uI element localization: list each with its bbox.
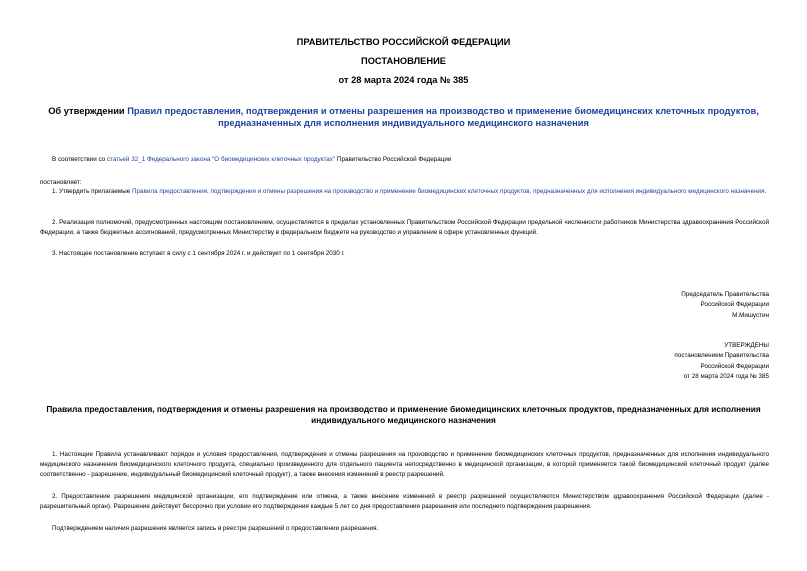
item-1 [40, 187, 769, 197]
rules-paragraph-1: 1. Настоящие Правила устанавливают порядок и условия предоставления, подтверждения и отмены разрешения на производство и применение биомедицинских клеточных продуктов, предназначенных для исполнения индивидуального медицинского назначения биомедицинского клеточного продукта, специально произведенного для отдельного пациента непосредственно в медицинской организации, в которой применяется такой биомедицинский клеточный продукт (далее соответственно - разрешение, индивидуальный биомедицинский клеточный продукт), а также внесения изменений в реестр разрешений. [40, 451, 769, 478]
issuer-title: ПРАВИТЕЛЬСТВО РОССИЙСКОЙ ФЕДЕРАЦИИ [296, 37, 511, 47]
item-1-rules-link[interactable]: Правила предоставления, подтверждения и отмены разрешения на производство и применение биомедицинских клеточных продуктов, предназначенных для исполнения индивидуального медицинского назначения [132, 188, 765, 195]
rules-paragraph-3: Подтверждением наличия разрешения является запись в реестре разрешений о предоставлении разрешения. [52, 525, 379, 532]
item-2: 2. Реализация полномочий, предусмотренных настоящим постановлением, осуществляется в пределах установленных Правительством Российской Федерации предельной численности работников Министерства здравоохранения Российской Федерации, а также бюджетных ассигнований, предусмотренных Министерству в федеральном бюджете на руководство и управление в сфере установленных функций. [40, 219, 769, 236]
decrees-word: постановляет: [40, 179, 82, 186]
document-date-number: от 28 марта 2024 года № 385 [338, 75, 469, 85]
document-type: ПОСТАНОВЛЕНИЕ [361, 56, 446, 66]
rules-title: Правила предоставления, подтверждения и отмены разрешения на производство и применение биомедицинских клеточных продуктов, предназначенных для исполнения индивидуального медицинского назначения [46, 404, 761, 425]
subject-rules-link[interactable]: Правил предоставления, подтверждения и отмены разрешения на производство и применение биомедицинских клеточных продуктов, предназначенных для исполнения индивидуального медицинского назначения [127, 106, 759, 128]
preamble-after: Правительство Российской Федерации [335, 156, 452, 163]
item-3: 3. Настоящее постановление вступает в силу с 1 сентября 2024 г. и действует по 1 сентября 2030 г. [52, 250, 345, 257]
rules-paragraph-2: 2. Предоставление разрешения медицинской организации, его подтверждение или отмена, а также внесение изменений в реестр разрешений осуществляются Министерством здравоохранения Российской Федерации (далее - разрешительный орган). Разрешение действует бессрочно при условии его подтверждения каждые 5 лет со дня предоставления разрешения или последнего подтверждения разрешения. [40, 493, 769, 510]
approval-stamp [674, 341, 769, 383]
approval-line-2: постановлением Правительства [674, 352, 769, 360]
approval-date: от 28 марта 2024 года № 385 [683, 373, 769, 381]
law-article-link[interactable]: статьей 32_1 Федерального закона "О биомедицинских клеточных продуктах" [106, 156, 336, 163]
signature-position: Председатель Правительства [681, 291, 769, 298]
subject-prefix: Об утверждении [48, 106, 128, 116]
document-subject [40, 105, 767, 129]
item-1-after: . [764, 188, 767, 195]
preamble [52, 155, 769, 165]
signature-country: Российской Федерации [700, 301, 769, 309]
signature-block [681, 290, 769, 321]
approval-line-3: Российской Федерации [700, 362, 769, 370]
approval-title: УТВЕРЖДЕНЫ [724, 342, 769, 349]
signature-name: М.Мишустин [732, 311, 769, 319]
item-1-before: 1. Утвердить прилагаемые [52, 188, 132, 195]
preamble-before: В соответствии со [52, 156, 107, 163]
